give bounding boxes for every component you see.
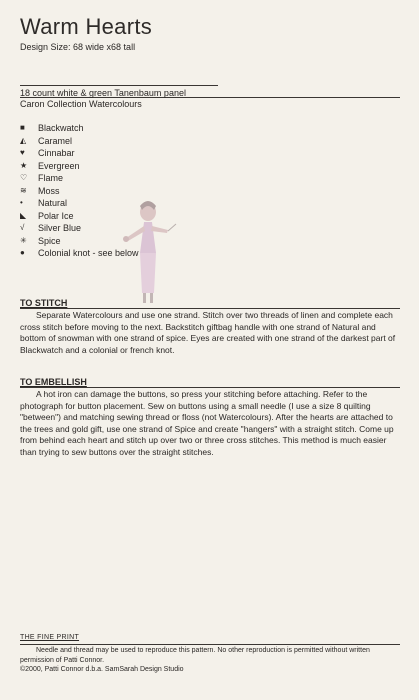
to-embellish-heading: TO EMBELLISH: [20, 377, 87, 387]
asterisk-icon: ✳: [20, 235, 27, 245]
legend-item: [20, 147, 139, 160]
legend-label: Evergreen: [38, 160, 80, 171]
legend-item: [20, 135, 139, 148]
legend-item: [20, 172, 139, 185]
legend-label: Caramel: [38, 135, 73, 146]
filled-square-icon: ■: [20, 123, 25, 132]
divider: [20, 644, 400, 645]
fabric-text: 18 count white & green Tanenbaum panel: [20, 88, 186, 98]
small-dot-icon: •: [20, 198, 23, 207]
star-icon: ★: [20, 160, 28, 170]
fine-print-text: Needle and thread may be used to reproduce this pattern. No other reproduction is permitted without written permission of Patti Connor.: [20, 647, 370, 664]
legend-label: Cinnabar: [38, 148, 75, 158]
copyright-text: ©2000, Patti Connor d.b.a. SamSarah Design Studio: [20, 666, 184, 673]
filled-heart-icon: ♥: [20, 148, 25, 157]
moss-icon: ≋: [20, 185, 27, 195]
legend-label: Spice: [38, 235, 61, 246]
watermark-figure-image: [118, 198, 178, 308]
to-stitch-text: Separate Watercolours and use one strand. Stitch over two threads of linen and complete each cross stitch before moving to the next. Backstitch giftbag handle with one strand of Natural and bottom of snowman with one strand of spice. Eyes are created with one strand of the darkest part of Blackwatch and a colonial or french knot.: [20, 310, 396, 355]
materials-block: [20, 88, 186, 110]
filled-dot-icon: ●: [20, 248, 25, 257]
page-title: Warm Hearts: [20, 14, 153, 39]
check-icon: √: [20, 223, 25, 232]
corner-triangle-icon: ◣: [20, 210, 27, 220]
legend-item: [20, 185, 139, 198]
threads-text: Caron Collection Watercolours: [20, 99, 142, 109]
fine-print-heading: THE FINE PRINT: [20, 634, 80, 641]
legend-item: [20, 160, 139, 173]
legend-label: Moss: [38, 185, 60, 196]
legend-label: Colonial knot - see below: [38, 248, 139, 258]
divider: [20, 308, 400, 309]
legend-item: [20, 122, 139, 135]
legend-label: Silver Blue: [38, 223, 82, 233]
to-stitch-heading: TO STITCH: [20, 298, 68, 308]
divider: [20, 387, 400, 388]
legend-label: Polar Ice: [38, 210, 74, 221]
legend-label: Blackwatch: [38, 123, 84, 133]
triangle-icon: ◭: [20, 135, 27, 145]
design-size: Design Size: 68 wide x68 tall: [20, 42, 136, 52]
to-embellish-text: A hot iron can damage the buttons, so press your stitching before attaching. Refer to the photograph for button placement. Sew on buttons using a small needle (I use a size 8 quilting "between") and matching sewing thread or floss (not Watercolours). After the hearts are attached to the trees and gold gift, use one strand of Spice and create "hangers" with a straight stitch. Come up from behind each heart and stitch up over two or three cross stitches. This method is much easier than trying to sew buttons over the straight stitches.: [20, 389, 394, 457]
legend-label: Flame: [38, 173, 64, 183]
outline-heart-icon: ♡: [20, 173, 28, 182]
legend-label: Natural: [38, 198, 68, 208]
divider: [20, 85, 218, 86]
